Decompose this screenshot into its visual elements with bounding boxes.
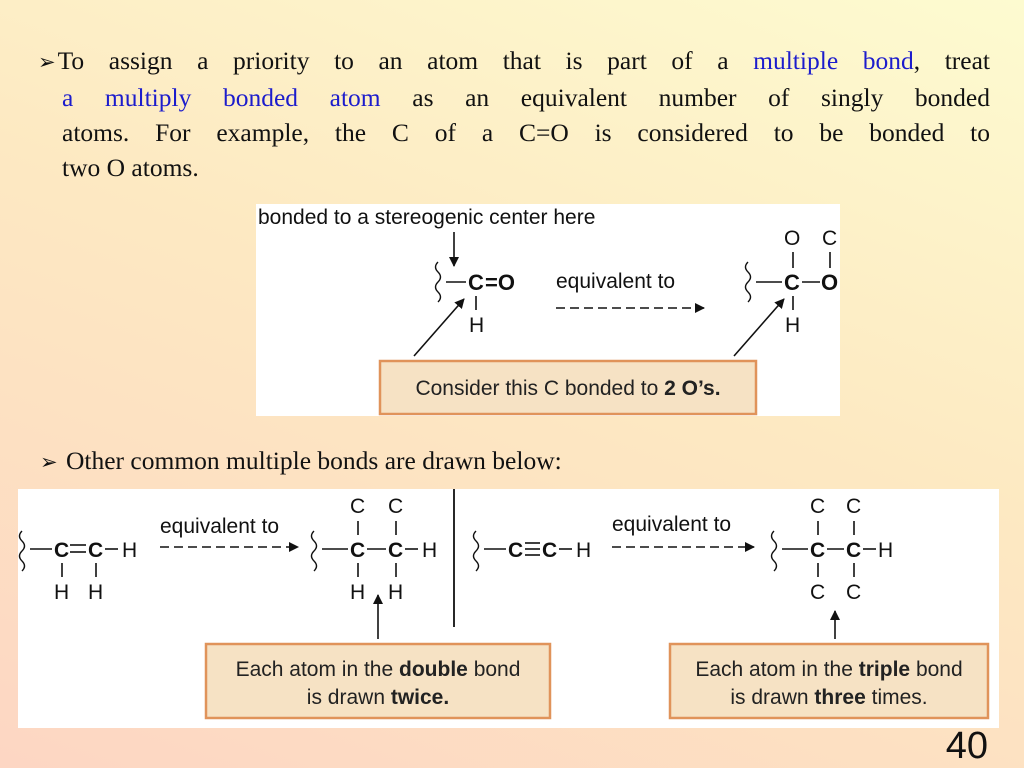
wavy-line-icon bbox=[312, 531, 317, 571]
callout-double-line-1: Each atom in the double bond bbox=[235, 658, 521, 681]
wavy-line-icon bbox=[20, 531, 25, 571]
highlight-multiple-bond: multiple bond bbox=[753, 46, 914, 75]
atom-oxygen-top: O bbox=[784, 227, 801, 250]
atom-carbon: C bbox=[54, 539, 70, 562]
atom-carbon-top: C bbox=[388, 495, 404, 518]
atom-carbon: C bbox=[508, 539, 524, 562]
figure-carbonyl-svg bbox=[256, 204, 840, 416]
paragraph-other-bonds: ➢ Other common multiple bonds are drawn below: bbox=[40, 446, 562, 475]
callout-triple-line-1: Each atom in the triple bond bbox=[695, 658, 963, 681]
atom-hydrogen: H bbox=[350, 581, 366, 604]
atom-hydrogen: H bbox=[878, 539, 894, 562]
paragraph-line-3: atoms. For example, the C of a C=O is considered to be bonded to bbox=[62, 118, 990, 147]
atom-hydrogen: H bbox=[422, 539, 438, 562]
callout-double-line-2: is drawn twice. bbox=[306, 686, 450, 709]
atom-carbon-top: C bbox=[822, 227, 838, 250]
wavy-line-icon bbox=[436, 262, 441, 302]
atom-carbon-top: C bbox=[846, 495, 862, 518]
atom-hydrogen-left: H bbox=[469, 314, 485, 337]
figure-bonds-svg bbox=[18, 489, 999, 728]
atom-hydrogen: H bbox=[576, 539, 592, 562]
atom-hydrogen-right: H bbox=[785, 314, 801, 337]
wavy-line-icon bbox=[746, 262, 751, 302]
atom-hydrogen: H bbox=[88, 581, 104, 604]
paragraph-line-4: two O atoms. bbox=[62, 153, 199, 182]
atom-carbon-top: C bbox=[810, 495, 826, 518]
atom-carbon-left: C bbox=[468, 270, 484, 295]
atom-carbon-top: C bbox=[350, 495, 366, 518]
atom-carbon: C bbox=[388, 539, 404, 562]
label-equivalent-to-right: equivalent to bbox=[612, 513, 732, 536]
label-equivalent-to: equivalent to bbox=[556, 270, 676, 293]
arrowhead-bullet-icon: ➢ bbox=[38, 50, 56, 74]
atom-carbon: C bbox=[88, 539, 104, 562]
figure-carbonyl-equivalence bbox=[256, 204, 840, 416]
atom-hydrogen: H bbox=[54, 581, 70, 604]
atom-carbon: C bbox=[542, 539, 558, 562]
atom-carbon: C bbox=[846, 539, 862, 562]
wavy-line-icon bbox=[474, 531, 479, 571]
atom-carbon: C bbox=[810, 539, 826, 562]
figure-double-triple-bonds bbox=[18, 489, 999, 728]
atom-oxygen-right: O bbox=[821, 270, 839, 295]
callout-arrow-right bbox=[734, 299, 784, 356]
atom-hydrogen: H bbox=[122, 539, 138, 562]
arrowhead-bullet-icon: ➢ bbox=[40, 450, 58, 474]
atom-carbon-right: C bbox=[784, 270, 800, 295]
callout-arrow-left bbox=[414, 299, 464, 356]
label-equivalent-to-left: equivalent to bbox=[160, 515, 280, 538]
caption-stereogenic-center: bonded to a stereogenic center here bbox=[258, 206, 596, 229]
atom-oxygen-double: =O bbox=[485, 270, 515, 295]
atom-hydrogen: H bbox=[388, 581, 404, 604]
paragraph-line-1: ➢To assign a priority to an atom that is part of a multiple bond, treat bbox=[38, 46, 990, 75]
callout-text: Consider this C bonded to 2 O’s. bbox=[415, 377, 721, 400]
paragraph-line-2: a multiply bonded atom as an equivalent number of singly bonded bbox=[62, 83, 990, 112]
atom-carbon: C bbox=[350, 539, 366, 562]
wavy-line-icon bbox=[772, 531, 777, 571]
atom-carbon-bottom: C bbox=[846, 581, 862, 604]
callout-triple-line-2: is drawn three times. bbox=[730, 686, 928, 709]
highlight-multiply-bonded-atom: a multiply bonded atom bbox=[62, 83, 381, 112]
atom-carbon-bottom: C bbox=[810, 581, 826, 604]
paragraph-priority-rule bbox=[38, 43, 990, 185]
page-number: 40 bbox=[945, 725, 988, 767]
